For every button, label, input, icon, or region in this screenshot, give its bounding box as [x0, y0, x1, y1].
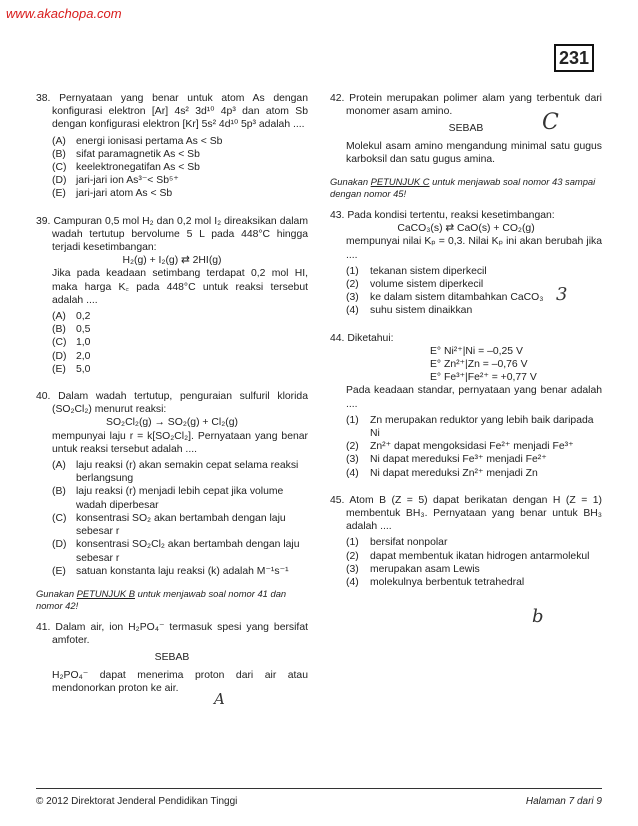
option [52, 363, 308, 376]
option-text: 0,5 [76, 324, 91, 336]
option [52, 161, 308, 174]
option-text: Ni dapat mereduksi Fe³⁺ menjadi Fe²⁺ [370, 454, 547, 466]
option-text: Zn merupakan reduktor yang lebih baik daripada Ni [370, 414, 594, 440]
option-text: molekulnya berbentuk tetrahedral [370, 577, 525, 589]
option-text: ke dalam sistem ditambahkan CaCO₃ [370, 292, 544, 304]
option [346, 440, 602, 453]
question-40 [36, 390, 308, 578]
option [52, 538, 308, 564]
option-text: laju reaksi (r) akan semakin cepat selama reaksi berlangsung [76, 460, 299, 485]
option [346, 467, 602, 480]
question-stem: 39. Campuran 0,5 mol H₂ dan 0,2 mol I₂ direaksikan dalam wadah tertutup bervolume 5 L pada 448°C hingga terjadi kesetimbangan: [36, 215, 308, 254]
options [52, 135, 308, 201]
option-label: (A) [52, 135, 66, 147]
sebab-label: SEBAB [448, 123, 484, 135]
question-stem: 38. Pernyataan yang benar untuk atom As dengan konfigurasi elektron [Ar] 4s² 3d¹⁰ 4p³ dan atom Sb dengan konfigurasi elektron [Kr] 5s² 4d¹⁰ 5p³ adalah .... [36, 93, 308, 131]
potential-fe: E° Fe³⁺|Fe²⁺ = +0,77 V [430, 372, 537, 384]
question-stem: 43. Pada kondisi tertentu, reaksi kesetimbangan: [330, 210, 555, 222]
option [52, 336, 308, 349]
option [346, 453, 602, 466]
options [346, 414, 602, 480]
option-text: volume sistem diperkecil [370, 279, 484, 291]
footer-divider [36, 788, 602, 789]
option-label: (C) [52, 337, 67, 349]
option [52, 174, 308, 187]
question-44 [330, 332, 602, 480]
option-label: (3) [346, 292, 359, 304]
footer-page-count: Halaman 7 dari 9 [525, 796, 602, 807]
option-label: (2) [346, 279, 359, 291]
option-text: 5,0 [76, 363, 91, 375]
instruction-text: untuk menjawab soal nomor 41 dan nomor 42! [36, 587, 287, 611]
options [52, 459, 308, 578]
page-number: 231 [554, 44, 594, 72]
options [346, 536, 602, 589]
instruction-link: PETUNJUK B [76, 587, 135, 599]
option-text: jari-jari atom As < Sb [76, 188, 173, 200]
option-text: tekanan sistem diperkecil [370, 265, 487, 277]
option-label: (B) [52, 148, 66, 160]
equation: SO₂Cl₂(g) → SO₂(g) + Cl₂(g) [106, 417, 238, 429]
option-label: (2) [346, 550, 359, 562]
option-text: konsentrasi SO₂ akan bertambah dengan laju sebesar r [76, 512, 286, 538]
option-label: (3) [346, 563, 359, 575]
option-label: (4) [346, 577, 359, 589]
option-label: (D) [52, 539, 67, 551]
watermark: www.akachopa.com [6, 6, 122, 21]
question-stem: 41. Dalam air, ion H₂PO₄⁻ termasuk spesi yang bersifat amfoter. [36, 621, 308, 647]
option-text: dapat membentuk ikatan hidrogen antarmolekul [370, 550, 590, 562]
option [52, 459, 308, 485]
instruction-petunjuk-c [330, 176, 602, 200]
option [52, 323, 308, 336]
option-label: (4) [346, 305, 359, 317]
option [346, 414, 602, 440]
question-38 [36, 92, 308, 201]
option-label: (A) [52, 311, 66, 323]
option-label: (4) [346, 467, 359, 479]
option [52, 350, 308, 363]
option-text: jari-jari ion As³⁻< Sb⁵⁺ [76, 175, 179, 187]
option-text: konsentrasi SO₂Cl₂ akan bertambah dengan laju sebesar r [76, 539, 300, 564]
option-text: sifat paramagnetik As < Sb [76, 148, 200, 160]
instruction-link: PETUNJUK C [370, 176, 430, 188]
potential-zn: E° Zn²⁺|Zn = –0,76 V [430, 359, 528, 371]
option-text: keelektronegatifan As < Sb [76, 162, 200, 174]
question-stem-continued: Pada keadaan standar, pernyataan yang benar adalah .... [346, 385, 602, 410]
question-41 [36, 621, 308, 695]
option-text: Ni dapat mereduksi Zn²⁺ menjadi Zn [370, 467, 538, 479]
option-label: (A) [52, 460, 66, 472]
handwritten-answer-41: A [214, 690, 225, 708]
reason: Molekul asam amino mengandung minimal satu gugus karboksil dan satu gugus amina. [346, 140, 602, 165]
option [52, 135, 308, 148]
option-label: (C) [52, 162, 67, 174]
option-label: (E) [52, 188, 66, 200]
option-label: (B) [52, 324, 66, 336]
option-label: (2) [346, 441, 359, 453]
option-text: laju reaksi (r) menjadi lebih cepat jika volume wadah diperbesar [76, 486, 284, 511]
reason: H₂PO₄⁻ dapat menerima proton dari air atau mendonorkan proton ke air. [52, 669, 308, 694]
option [346, 536, 602, 549]
question-stem: 44. Diketahui: [330, 332, 394, 344]
equation: CaCO₃(s) ⇄ CaO(s) + CO₂(g) [397, 223, 535, 235]
question-45 [330, 494, 602, 589]
left-column [36, 92, 308, 704]
option [52, 187, 308, 200]
option-label: (1) [346, 414, 359, 426]
question-42 [330, 92, 602, 166]
question-stem-continued: mempunyai nilai Kₚ = 0,3. Nilai Kₚ ini akan berubah jika .... [346, 236, 602, 261]
instruction-petunjuk-b [36, 588, 308, 612]
question-stem: 45. Atom B (Z = 5) dapat berikatan dengan H (Z = 1) membentuk BH₃. Pernyataan yang benar untuk BH₃ adalah .... [330, 494, 602, 533]
option [52, 512, 308, 538]
option-text: suhu sistem dinaikkan [370, 305, 473, 317]
option [346, 563, 602, 576]
option [346, 265, 602, 278]
handwritten-answer-42: C [542, 110, 559, 135]
question-39 [36, 215, 308, 376]
instruction-text: Gunakan [330, 176, 371, 188]
option-text: energi ionisasi pertama As < Sb [76, 135, 223, 147]
question-stem-continued: Jika pada keadaan setimbang terdapat 0,2 mol HI, maka harga K꜀ pada 448°C untuk reaksi tersebut adalah .... [52, 268, 308, 306]
option [52, 485, 308, 511]
option-label: (E) [52, 565, 66, 577]
potentials [330, 345, 602, 385]
option-label: (1) [346, 537, 359, 549]
question-stem-continued: mempunyai laju r = k[SO₂Cl₂]. Pernyataan yang benar untuk reaksi tersebut adalah .... [52, 430, 308, 455]
right-column [330, 92, 602, 598]
footer-copyright: © 2012 Direktorat Jenderal Pendidikan Tinggi [36, 796, 238, 807]
option [346, 576, 602, 589]
option-text: satuan konstanta laju reaksi (k) adalah M⁻¹s⁻¹ [76, 565, 289, 577]
option [346, 550, 602, 563]
option-label: (C) [52, 512, 67, 524]
option-label: (B) [52, 486, 66, 498]
option-text: 1,0 [76, 337, 91, 349]
instruction-text: Gunakan [36, 587, 77, 599]
sebab-label: SEBAB [154, 652, 190, 664]
question-stem: 40. Dalam wadah tertutup, penguraian sulfuril klorida (SO₂Cl₂) menurut reaksi: [36, 391, 308, 416]
question-stem: 42. Protein merupakan polimer alam yang terbentuk dari monomer asam amino. [330, 93, 602, 118]
option-text: bersifat nonpolar [370, 537, 448, 549]
option-label: (D) [52, 350, 67, 362]
option-label: (D) [52, 175, 67, 187]
potential-ni: E° Ni²⁺|Ni = –0,25 V [430, 345, 523, 357]
handwritten-answer-43: 3 [556, 284, 568, 305]
option [346, 304, 602, 317]
option [52, 148, 308, 161]
option [52, 565, 308, 578]
option-text: merupakan asam Lewis [370, 563, 480, 575]
handwritten-answer-45: b [532, 606, 544, 627]
options [52, 310, 308, 376]
option-text: Zn²⁺ dapat mengoksidasi Fe²⁺ menjadi Fe³⁺ [370, 441, 574, 453]
instruction-text: untuk menjawab soal nomor 43 sampai dengan nomor 45! [330, 176, 596, 200]
option [52, 310, 308, 323]
option-label: (1) [346, 265, 359, 277]
equation: H₂(g) + I₂(g) ⇄ 2HI(g) [122, 255, 222, 267]
option-label: (E) [52, 363, 66, 375]
option-label: (3) [346, 454, 359, 466]
option-text: 2,0 [76, 350, 91, 362]
option-text: 0,2 [76, 311, 91, 323]
